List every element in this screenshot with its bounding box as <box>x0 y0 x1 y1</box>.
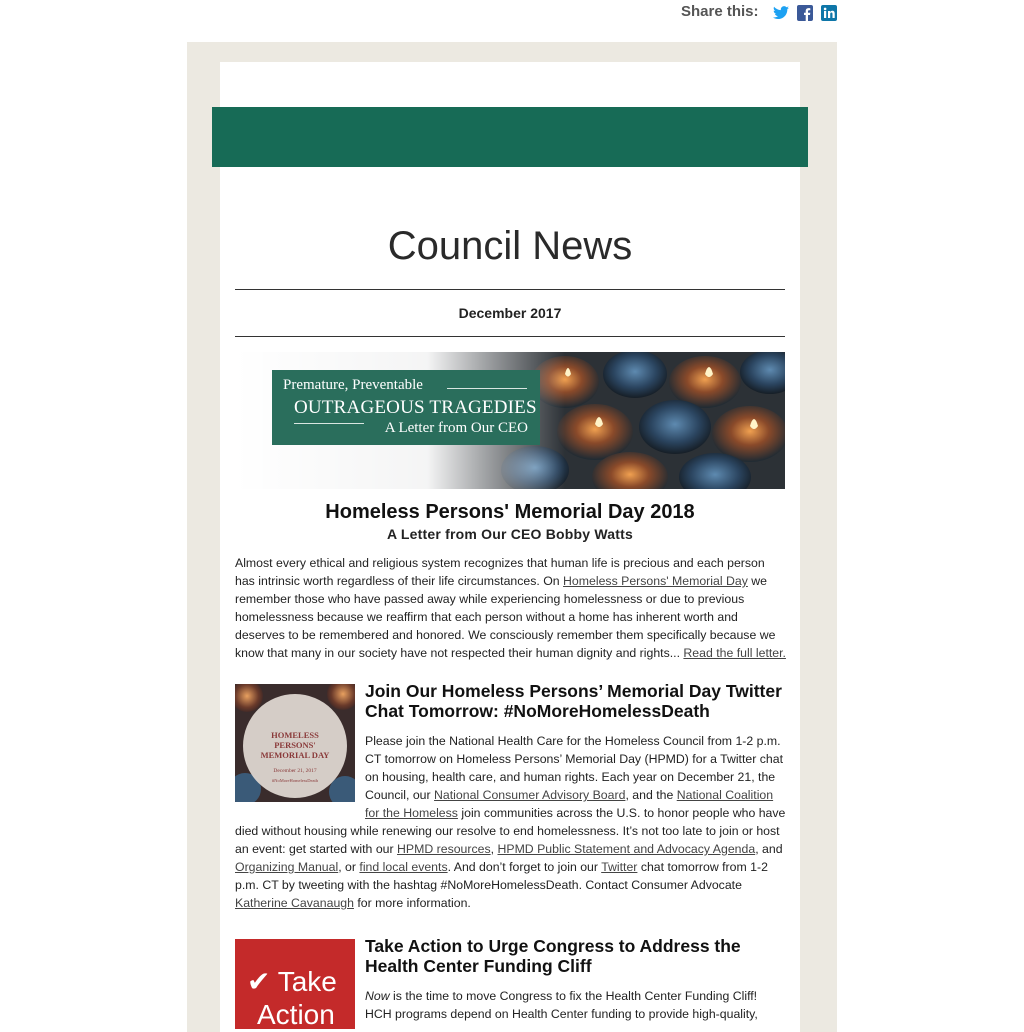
share-label: Share this: <box>681 2 759 20</box>
newsletter-title: Council News <box>387 224 633 268</box>
twitter-icon[interactable] <box>773 5 789 21</box>
article-1-body: Almost every ethical and religious system recognizes that human life is precious and each person has intrinsic worth regardless of their life circumstances. On Homeless Persons' Memorial Day we remember those who have passed away while experiencing homelessness or due to previous homelessness because we reaffirm that each person without a home has inherent worth and deserves to be remembered and honored. We consciously remember them specifically because we know that many in our society have not respected their human dignity and rights... Read the full letter. <box>235 556 786 660</box>
hero-caption-box <box>272 370 540 445</box>
ncab-link[interactable]: National Consumer Advisory Board <box>434 788 626 802</box>
find-local-events-link[interactable]: find local events <box>359 860 448 874</box>
issue-date: December 2017 <box>458 305 562 321</box>
linkedin-icon[interactable] <box>821 5 837 21</box>
article-1-title: Homeless Persons' Memorial Day 2018 <box>325 501 695 523</box>
read-full-letter-link[interactable]: Read the full letter. <box>683 646 786 660</box>
divider-bottom <box>235 336 785 337</box>
article-2-body: Please join the National Health Care for the Homeless Council from 1-2 p.m. CT tomorrow on Homeless Persons’ Memorial Day (HPMD) for a Twitter chat on housing, health care, and human rights. Each year on December 21, the Council, our National Consumer Advisory Board, and the National Coalition for the Homeless join communities across the U.S. to honor people who have died without housing while renewing our resolve to end homelessness. It’s not too late to join or host an event: get started with our HPMD resources, HPMD Public Statement and Advocacy Agenda, and Organizing Manual, or find local events. And don’t forget to join our Twitter chat tomorrow from 1-2 p.m. CT by tweeting with the hashtag #NoMoreHomelessDeath. Contact Consumer Advocate Katherine Cavanaugh for more information. <box>235 734 786 910</box>
hero-line-3: A Letter from Our CEO <box>384 420 528 436</box>
hero-rule-2 <box>294 423 364 424</box>
hpmd-statement-link[interactable]: HPMD Public Statement and Advocacy Agenda <box>497 842 756 856</box>
hero-line-2: OUTRAGEOUS TRAGEDIES <box>294 397 537 418</box>
article-2-title: Join Our Homeless Persons’ Memorial Day Twitter Chat Tomorrow: #NoMoreHomelessDeath <box>365 681 782 721</box>
article-1-subtitle: A Letter from Our CEO Bobby Watts <box>387 526 633 542</box>
hero-line-1: Premature, Preventable <box>283 377 423 393</box>
divider-top <box>235 289 785 290</box>
header-banner <box>212 107 808 167</box>
nch-link[interactable]: National Coalition for the Homeless <box>365 788 774 820</box>
katherine-cavanaugh-link[interactable]: Katherine Cavanaugh <box>235 896 354 910</box>
take-action-line-1: ✔ Take <box>247 966 337 997</box>
hpmd-thumbnail-text: HOMELESS PERSONS' MEMORIAL DAY December 21, 2017 #NoMoreHomelessDeath <box>260 730 330 783</box>
take-action-thumbnail[interactable] <box>235 939 355 1029</box>
article-3-title: Take Action to Urge Congress to Address the Health Center Funding Cliff <box>365 936 741 976</box>
hpmd-link[interactable]: Homeless Persons' Memorial Day <box>563 574 748 588</box>
hero-image[interactable] <box>235 352 785 489</box>
take-action-line-2: Action <box>257 999 335 1029</box>
organizing-manual-link[interactable]: Organizing Manual <box>235 860 339 874</box>
twitter-link[interactable]: Twitter <box>601 860 638 874</box>
facebook-icon[interactable] <box>797 5 813 21</box>
hero-rule-1 <box>447 388 527 389</box>
hpmd-resources-link[interactable]: HPMD resources <box>397 842 491 856</box>
share-bar <box>681 0 845 26</box>
article-3-body: Now is the time to move Congress to fix the Health Center Funding Cliff! HCH programs depend on Health Center funding to provide high-quality, <box>365 989 758 1021</box>
